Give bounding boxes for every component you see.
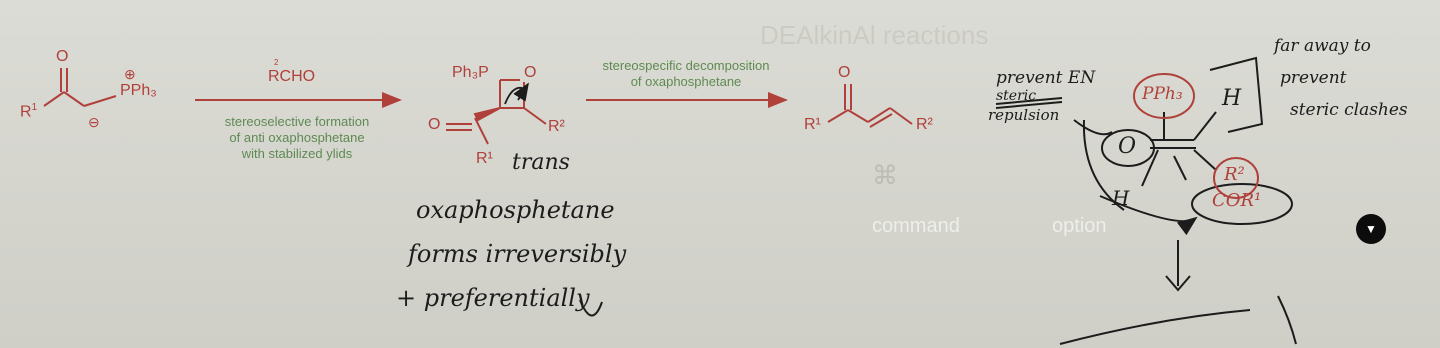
oxaphosphetane-r1: R¹ xyxy=(476,150,493,167)
handwritten-line-1: oxaphosphetane xyxy=(416,196,615,224)
product-r2: R² xyxy=(916,116,933,133)
command-key-label: command xyxy=(872,215,960,237)
oxaphosphetane-ring-o: O xyxy=(524,64,537,81)
handwritten-line-2: forms irreversibly xyxy=(408,240,627,268)
handwritten-r2: R² xyxy=(1224,164,1245,185)
ylide-carbonyl-o: O xyxy=(56,48,69,65)
background-heading: DEAlkinAl reactions xyxy=(760,20,989,50)
handwritten-h-lower: H xyxy=(1112,186,1130,210)
handwritten-h-upper: H xyxy=(1222,86,1242,111)
ylide-plus-charge: ⊕ xyxy=(124,66,136,82)
handwritten-o-minus: O xyxy=(1118,134,1137,159)
handwritten-prevent: prevent EN xyxy=(996,68,1096,88)
arrow1-caption: stereoselective formation of anti oxaphosphetane with stabilized ylids xyxy=(224,114,370,161)
handwritten-struck-word: steric xyxy=(996,88,1037,104)
ylide-structure xyxy=(44,68,116,106)
option-key-label: option xyxy=(1052,215,1107,237)
command-key-symbol: ⌘ xyxy=(872,160,898,190)
handwritten-line-3: + preferentially xyxy=(396,284,590,312)
oxaphosphetane-r2: R² xyxy=(548,118,565,135)
ylide-minus-charge: ⊖ xyxy=(88,114,100,130)
reagent-label: RCHO xyxy=(268,68,316,85)
handwritten-trans: trans xyxy=(512,150,570,175)
handwritten-far-away-2: prevent xyxy=(1280,68,1347,88)
oxaphosphetane-ph3p: Ph₃P xyxy=(452,64,489,81)
ylide-pph3: PPh₃ xyxy=(120,82,157,99)
product-o: O xyxy=(838,64,851,81)
handwritten-repulsion: repulsion xyxy=(988,106,1060,124)
command-button[interactable]: ▼ xyxy=(1356,214,1386,244)
handwritten-pph3: PPh₃ xyxy=(1142,84,1183,104)
arrow2-caption: stereospecific decomposition of oxaphosphetane xyxy=(602,58,770,89)
handwritten-far-away-3: steric clashes xyxy=(1290,100,1408,120)
oxaphosphetane-structure xyxy=(446,80,546,144)
oxaphosphetane-carbonyl-o: O xyxy=(428,116,441,133)
reagent-superscript: 2 xyxy=(274,58,279,67)
handwritten-far-away-1: far away to xyxy=(1274,36,1371,56)
ylide-r1: $R^1$ xyxy=(20,102,38,121)
product-r1: R¹ xyxy=(804,116,821,133)
product-structure xyxy=(828,84,912,127)
handwritten-cor1: COR¹ xyxy=(1212,190,1262,211)
